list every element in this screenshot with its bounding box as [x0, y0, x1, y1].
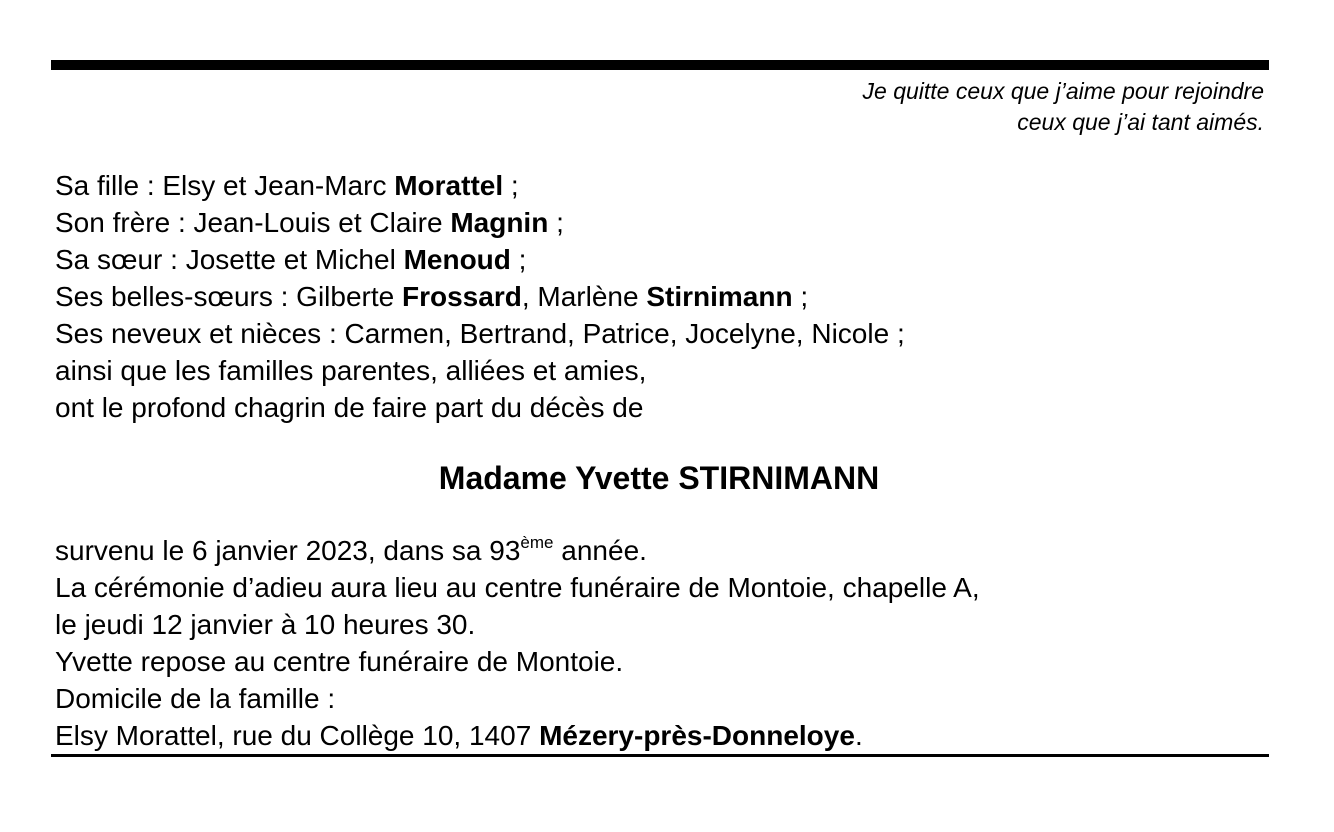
details-line-ceremony-time: le jeudi 12 janvier à 10 heures 30.	[55, 609, 476, 640]
family-surname: Magnin	[450, 207, 549, 238]
family-line-suffix: ;	[792, 281, 809, 312]
family-line-suffix: ;	[548, 207, 564, 238]
family-line-daughter	[55, 167, 905, 204]
family-line-nephews: Ses neveux et nièces : Carmen, Bertrand, Patrice, Jocelyne, Nicole ;	[55, 318, 905, 349]
details-line-ceremony: La cérémonie d’adieu aura lieu au centre funéraire de Montoie, chapelle A,	[55, 572, 980, 603]
details-block	[55, 532, 980, 754]
quote-line-2: ceux que j’ai tant aimés.	[1017, 109, 1264, 135]
details-line-date	[55, 532, 980, 569]
family-line-brother	[55, 204, 905, 241]
details-text: Elsy Morattel, rue du Collège 10, 1407	[55, 720, 540, 751]
family-line-announcement: ont le profond chagrin de faire part du décès de	[55, 392, 644, 423]
family-line-suffix: ;	[510, 244, 527, 275]
details-line-address	[55, 717, 980, 754]
family-line-text: Sa fille : Elsy et Jean-Marc	[55, 170, 395, 201]
family-line-sister	[55, 241, 905, 278]
details-line-repose: Yvette repose au centre funéraire de Montoie.	[55, 646, 624, 677]
family-line-relatives: ainsi que les familles parentes, alliées et amies,	[55, 355, 647, 386]
family-surname: Stirnimann	[646, 281, 793, 312]
ordinal-suffix: ème	[520, 532, 554, 552]
locality: Mézery-près-Donneloye	[539, 720, 855, 751]
details-text: année.	[553, 535, 647, 566]
family-surname: Menoud	[403, 244, 511, 275]
family-list	[55, 167, 905, 426]
family-surname: Frossard	[402, 281, 522, 312]
top-rule	[51, 60, 1269, 70]
family-line-text: Son frère : Jean-Louis et Claire	[55, 207, 451, 238]
bottom-rule	[51, 754, 1269, 757]
quote-line-1: Je quitte ceux que j’aime pour rejoindre	[862, 78, 1264, 104]
family-surname: Morattel	[394, 170, 504, 201]
epigraph-quote	[863, 76, 1264, 138]
family-line-text: , Marlène	[521, 281, 647, 312]
family-line-sisters-in-law	[55, 278, 905, 315]
family-line-text: Sa sœur : Josette et Michel	[55, 244, 404, 275]
details-line-domicile-label: Domicile de la famille :	[55, 683, 336, 714]
family-line-suffix: ;	[503, 170, 519, 201]
details-text: .	[854, 720, 863, 751]
details-text: survenu le 6 janvier 2023, dans sa 93	[55, 535, 521, 566]
family-line-text: Ses belles-sœurs : Gilberte	[55, 281, 402, 312]
deceased-name: Madame Yvette STIRNIMANN	[438, 460, 880, 496]
